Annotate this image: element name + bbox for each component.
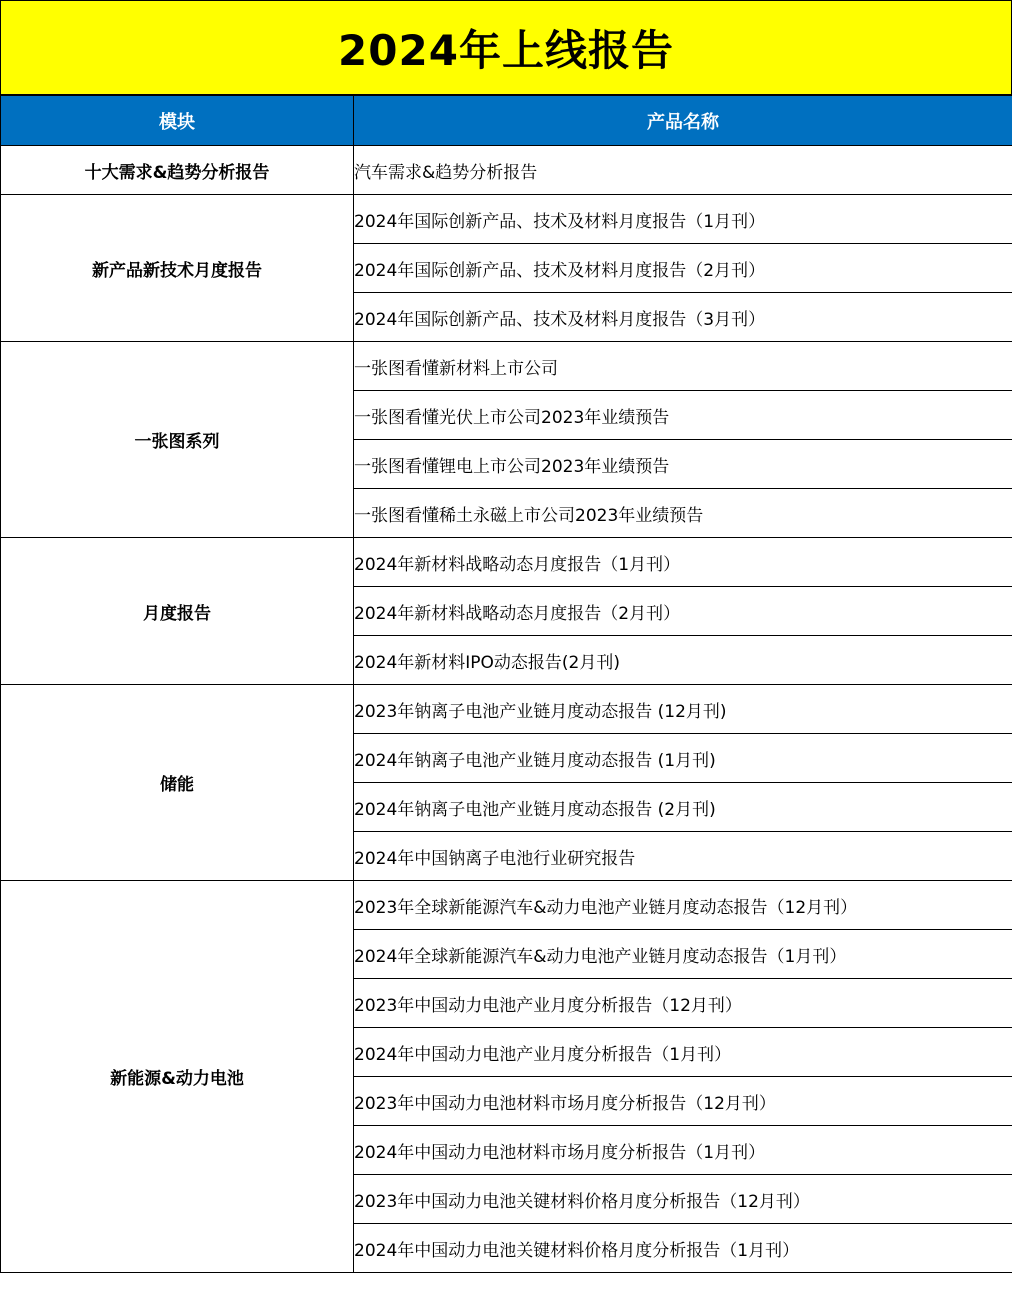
table-row	[1, 881, 1012, 930]
report-table	[0, 95, 1012, 1273]
table-row	[1, 195, 1012, 244]
module-cell: 储能	[1, 685, 354, 881]
product-cell: 2024年全球新能源汽车&动力电池产业链月度动态报告（1月刊）	[354, 930, 1012, 979]
page-title: 2024年上线报告	[0, 0, 1012, 95]
product-cell: 汽车需求&趋势分析报告	[354, 146, 1012, 195]
table-row	[1, 342, 1012, 391]
product-cell: 2024年国际创新产品、技术及材料月度报告（1月刊）	[354, 195, 1012, 244]
product-cell: 一张图看懂稀土永磁上市公司2023年业绩预告	[354, 489, 1012, 538]
product-cell: 一张图看懂光伏上市公司2023年业绩预告	[354, 391, 1012, 440]
module-cell: 一张图系列	[1, 342, 354, 538]
product-cell: 2023年中国动力电池产业月度分析报告（12月刊）	[354, 979, 1012, 1028]
header-row	[1, 96, 1012, 146]
table-row	[1, 538, 1012, 587]
table-body	[1, 146, 1012, 1273]
header-module: 模块	[1, 96, 354, 146]
product-cell: 2024年中国动力电池关键材料价格月度分析报告（1月刊）	[354, 1224, 1012, 1273]
product-cell: 2024年新材料IPO动态报告(2月刊)	[354, 636, 1012, 685]
product-cell: 2024年新材料战略动态月度报告（1月刊）	[354, 538, 1012, 587]
product-cell: 2024年钠离子电池产业链月度动态报告 (1月刊)	[354, 734, 1012, 783]
product-cell: 2024年中国动力电池材料市场月度分析报告（1月刊）	[354, 1126, 1012, 1175]
table-row	[1, 146, 1012, 195]
product-cell: 一张图看懂锂电上市公司2023年业绩预告	[354, 440, 1012, 489]
product-cell: 2024年国际创新产品、技术及材料月度报告（3月刊）	[354, 293, 1012, 342]
module-cell: 月度报告	[1, 538, 354, 685]
product-cell: 2024年中国钠离子电池行业研究报告	[354, 832, 1012, 881]
product-cell: 2023年钠离子电池产业链月度动态报告 (12月刊)	[354, 685, 1012, 734]
product-cell: 2023年中国动力电池关键材料价格月度分析报告（12月刊）	[354, 1175, 1012, 1224]
product-cell: 2023年中国动力电池材料市场月度分析报告（12月刊）	[354, 1077, 1012, 1126]
product-cell: 一张图看懂新材料上市公司	[354, 342, 1012, 391]
product-cell: 2023年全球新能源汽车&动力电池产业链月度动态报告（12月刊）	[354, 881, 1012, 930]
product-cell: 2024年新材料战略动态月度报告（2月刊）	[354, 587, 1012, 636]
module-cell: 新产品新技术月度报告	[1, 195, 354, 342]
product-cell: 2024年国际创新产品、技术及材料月度报告（2月刊）	[354, 244, 1012, 293]
product-cell: 2024年钠离子电池产业链月度动态报告 (2月刊)	[354, 783, 1012, 832]
table-row	[1, 685, 1012, 734]
header-product: 产品名称	[354, 96, 1012, 146]
module-cell: 新能源&动力电池	[1, 881, 354, 1273]
product-cell: 2024年中国动力电池产业月度分析报告（1月刊）	[354, 1028, 1012, 1077]
module-cell: 十大需求&趋势分析报告	[1, 146, 354, 195]
